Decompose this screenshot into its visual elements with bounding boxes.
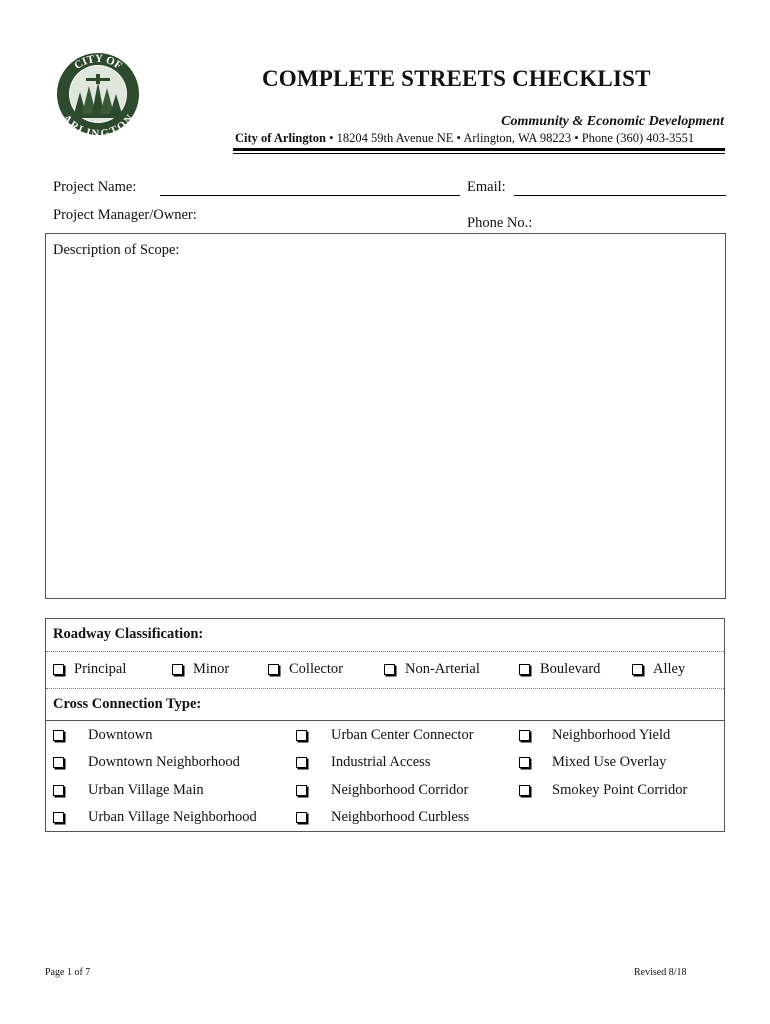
checkbox[interactable] (519, 730, 530, 741)
option-smokey-point-corridor[interactable] (519, 782, 687, 799)
option-minor[interactable] (172, 661, 229, 678)
option-non-arterial[interactable] (384, 661, 480, 678)
revision-date: Revised 8/18 (634, 967, 687, 978)
checkbox[interactable] (172, 664, 183, 675)
checkbox[interactable] (296, 757, 307, 768)
checkbox[interactable] (519, 757, 530, 768)
option-collector[interactable] (268, 661, 343, 678)
svg-text:ARLINGTON (60, 113, 136, 141)
option-label: Urban Center Connector (331, 727, 474, 743)
seal-bottom-text: ARLINGTON (60, 112, 136, 141)
option-downtown-neighborhood[interactable] (53, 754, 240, 771)
checkbox[interactable] (53, 757, 64, 768)
option-label: Non-Arterial (405, 661, 480, 677)
option-label: Industrial Access (331, 754, 431, 770)
email-label: Email: (467, 179, 506, 195)
city-seal-text (56, 52, 140, 141)
svg-text:CITY OF (72, 53, 124, 72)
scope-label: Description of Scope: (53, 242, 180, 258)
checkbox[interactable] (53, 785, 64, 796)
option-principal[interactable] (53, 661, 126, 678)
divider (46, 720, 724, 721)
option-label: Downtown Neighborhood (88, 754, 240, 770)
checkbox[interactable] (53, 730, 64, 741)
option-urban-center-connector[interactable] (296, 727, 474, 744)
checkbox[interactable] (296, 812, 307, 823)
seal-top-text: CITY OF (72, 52, 124, 72)
checkbox[interactable] (632, 664, 643, 675)
checkbox[interactable] (53, 812, 64, 823)
divider (46, 651, 724, 652)
option-neighborhood-curbless[interactable] (296, 809, 469, 826)
checkbox[interactable] (268, 664, 279, 675)
header-divider-thin (233, 153, 725, 154)
option-label: Downtown (88, 727, 153, 743)
address-details: • 18204 59th Avenue NE • Arlington, WA 98223 • Phone (360) 403-3551 (329, 131, 695, 145)
option-label: Principal (74, 661, 127, 677)
option-label: Neighborhood Yield (552, 727, 671, 743)
option-neighborhood-corridor[interactable] (296, 782, 468, 799)
option-label: Boulevard (540, 661, 601, 677)
department-name: Community & Economic Development (501, 114, 724, 129)
option-label: Neighborhood Curbless (331, 809, 470, 825)
page-number: Page 1 of 7 (45, 967, 91, 978)
checkbox[interactable] (384, 664, 395, 675)
option-label: Neighborhood Corridor (331, 782, 469, 798)
project-name-input[interactable] (160, 195, 460, 196)
option-mixed-use-overlay[interactable] (519, 754, 666, 771)
option-label: Mixed Use Overlay (552, 754, 667, 770)
page-title: COMPLETE STREETS CHECKLIST (262, 66, 651, 91)
option-label: Collector (289, 661, 343, 677)
checkbox[interactable] (519, 664, 530, 675)
option-alley[interactable] (632, 661, 685, 678)
option-neighborhood-yield[interactable] (519, 727, 670, 744)
phone-label: Phone No.: (467, 215, 533, 231)
city-name: City of Arlington (235, 131, 326, 145)
checkbox[interactable] (53, 664, 64, 675)
option-label: Smokey Point Corridor (552, 782, 688, 798)
checkbox[interactable] (519, 785, 530, 796)
option-industrial-access[interactable] (296, 754, 430, 771)
divider (46, 688, 724, 689)
option-boulevard[interactable] (519, 661, 600, 678)
option-label: Urban Village Main (88, 782, 204, 798)
checkbox[interactable] (296, 785, 307, 796)
option-urban-village-neighborhood[interactable] (53, 809, 257, 826)
address-line (235, 131, 725, 146)
option-label: Minor (193, 661, 230, 677)
option-urban-village-main[interactable] (53, 782, 204, 799)
checkbox[interactable] (296, 730, 307, 741)
roadway-classification-header: Roadway Classification: (53, 626, 204, 642)
project-manager-label: Project Manager/Owner: (53, 207, 197, 223)
scope-description-area[interactable] (45, 233, 726, 599)
option-label: Urban Village Neighborhood (88, 809, 257, 825)
project-name-label: Project Name: (53, 179, 137, 195)
option-downtown[interactable] (53, 727, 152, 744)
header-divider (233, 148, 725, 151)
cross-connection-header: Cross Connection Type: (53, 696, 202, 712)
option-label: Alley (653, 661, 686, 677)
email-input[interactable] (514, 195, 726, 196)
